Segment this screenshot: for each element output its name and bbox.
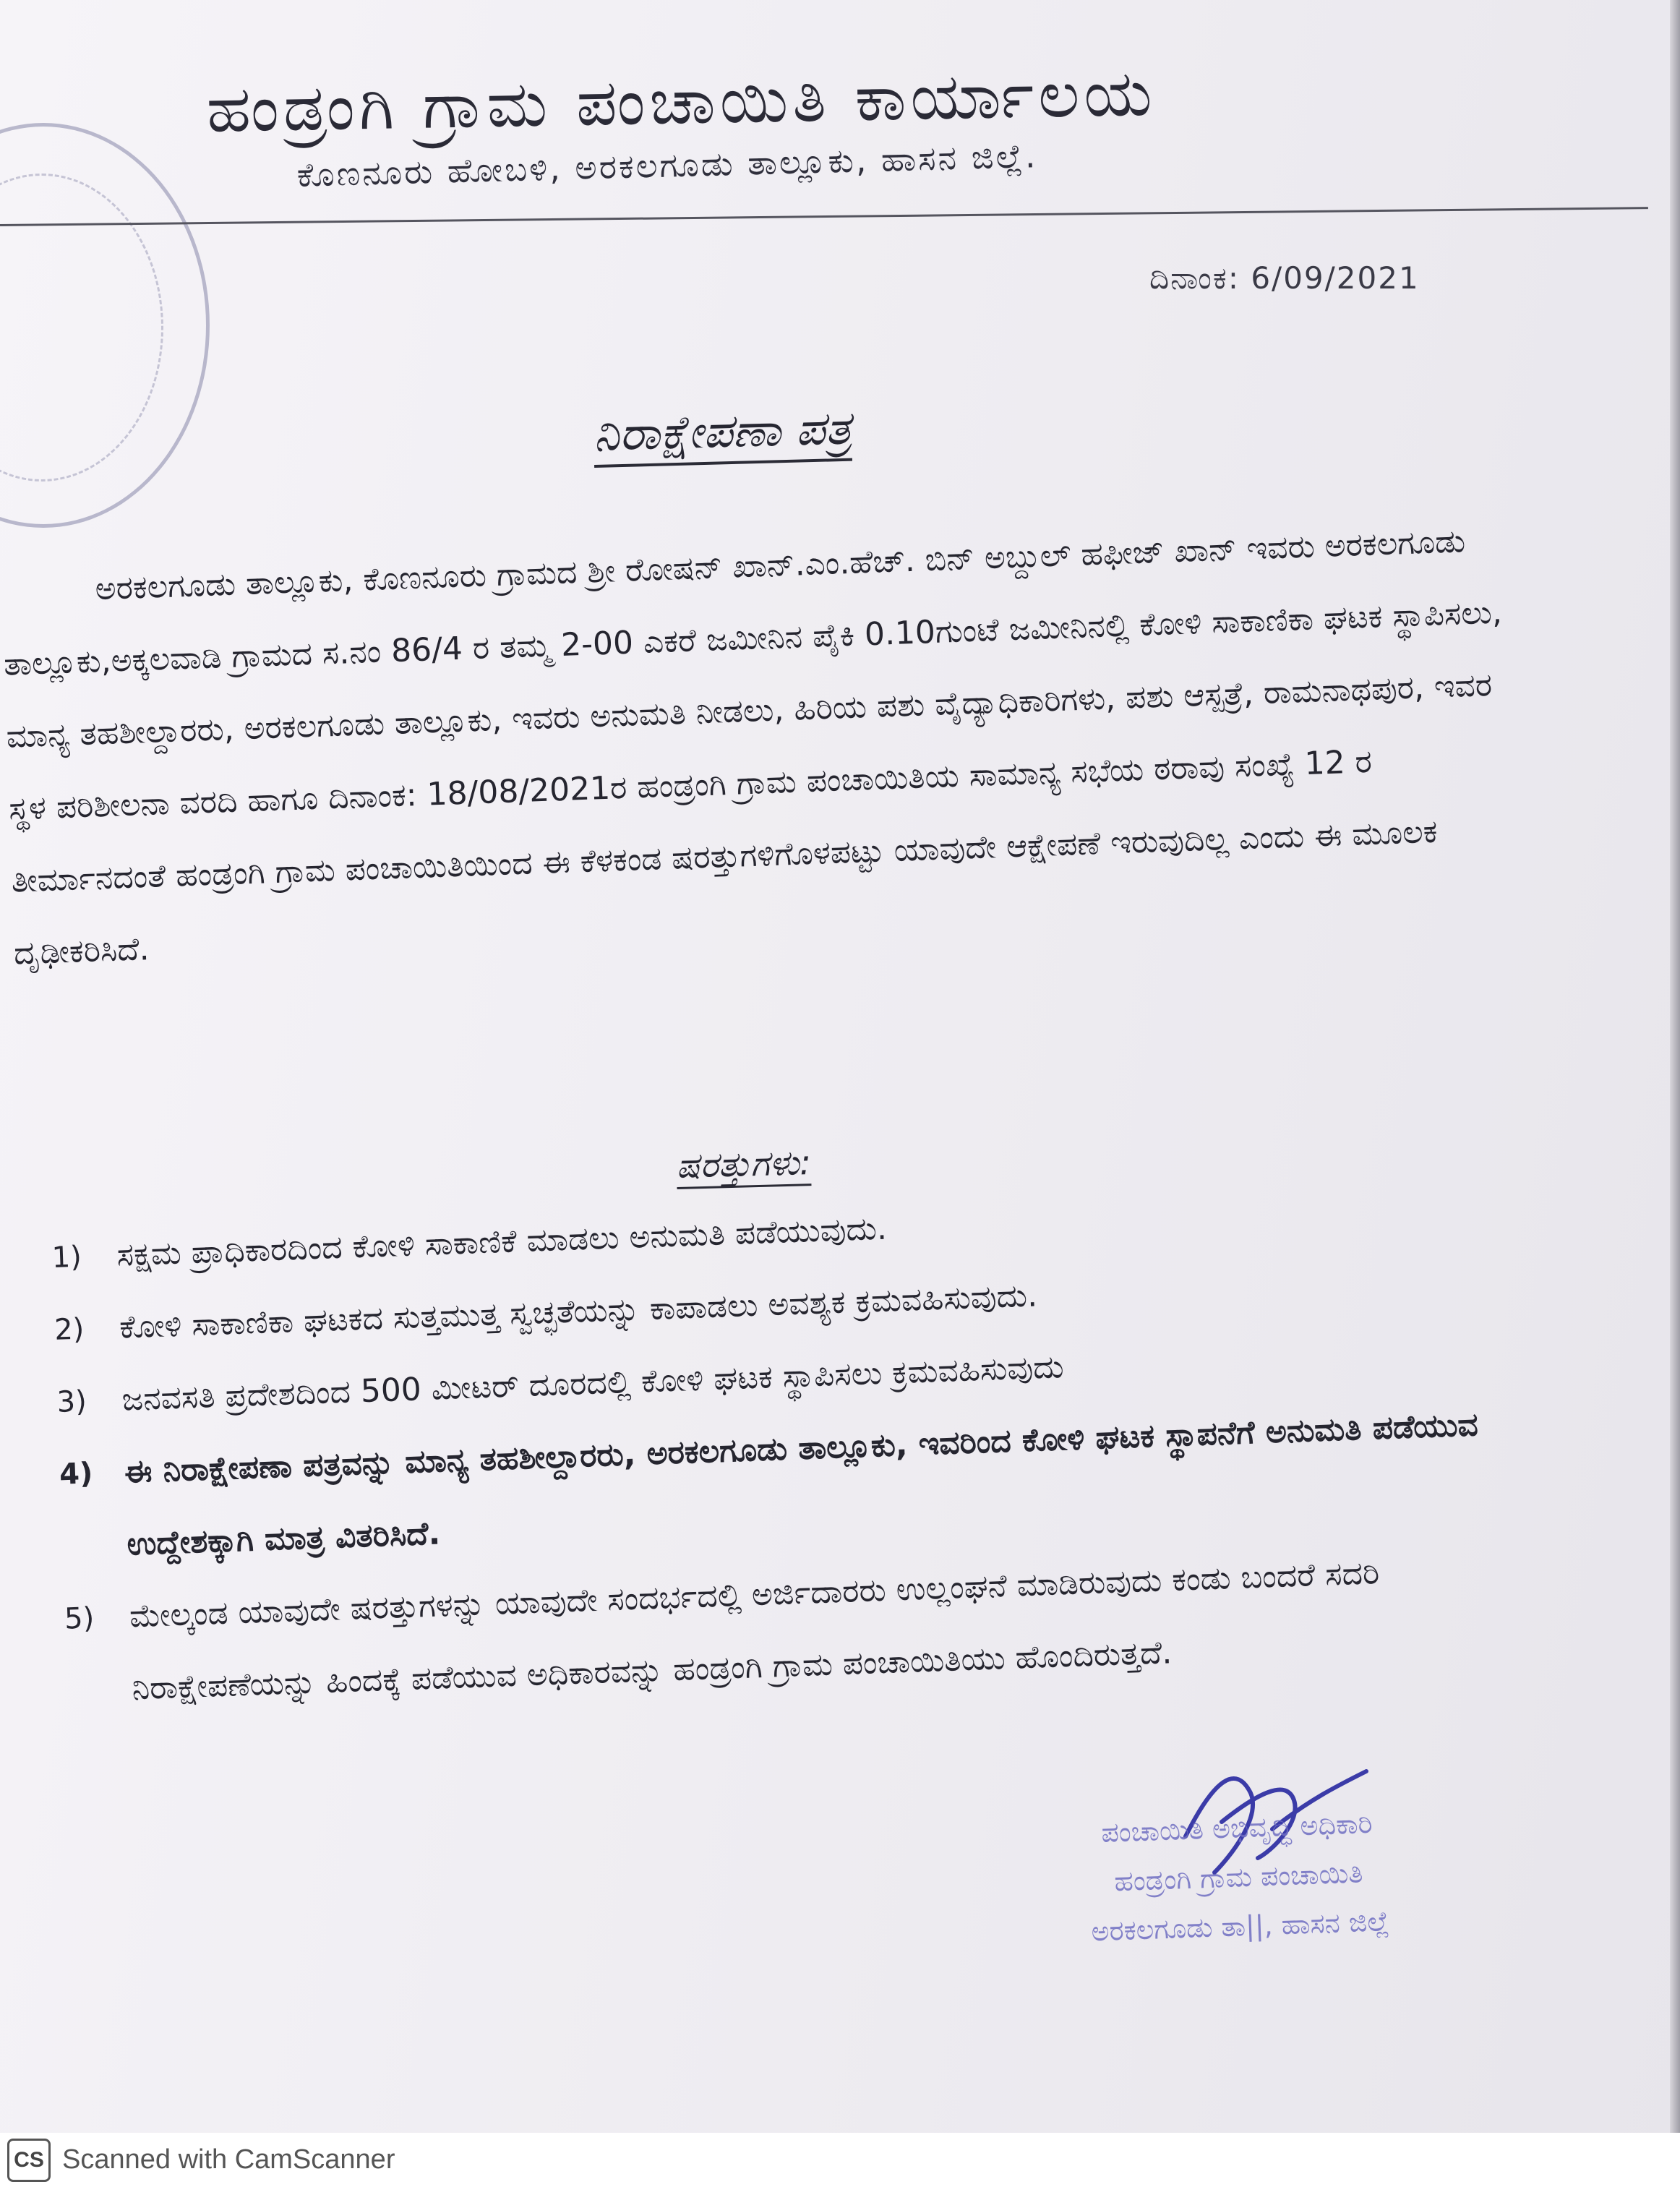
- scanner-footer: [0, 2133, 1680, 2187]
- condition-number: 2): [53, 1312, 85, 1347]
- camscanner-logo-icon: CS: [7, 2139, 51, 2182]
- document-title: ನಿರಾಕ್ಷೇಪಣಾ ಪತ್ರ: [593, 402, 852, 468]
- condition-text: ಮೇಲ್ಕಂಡ ಯಾವುದೇ ಷರತ್ತುಗಳನ್ನು ಯಾವುದೇ ಸಂದರ್ಭದಲ್ಲಿ ಅರ್ಜಿದಾರರು ಉಲ್ಲಂಘನೆ ಮಾಡಿರುವುದು ಕಂಡು ಬಂದರೆ ಸದರಿ ನಿರಾಕ್ಷೇಪಣೆಯನ್ನು ಹಿಂದಕ್ಕೆ ಪಡೆಯುವ ಅಧಿಕಾರವನ್ನು ಹಂಡ್ರಂಗಿ ಗ್ರಾಮ ಪಂಚಾಯಿತಿಯು ಹೊಂದಿರುತ್ತದೆ.: [129, 1554, 1381, 1708]
- signatory-stamp: [1019, 1796, 1458, 1959]
- date-label: ದಿನಾಂಕ:: [1149, 260, 1240, 296]
- paper-edge-shadow: [1670, 0, 1680, 2133]
- letterhead-subtitle: ಕೊಣನೂರು ಹೋಬಳಿ, ಅರಕಲಗೂಡು ತಾಲ್ಲೂಕು, ಹಾಸನ ಜಿಲ್ಲೆ.: [296, 136, 1039, 194]
- signatory-designation: ಪಂಚಾಯಿತಿ ಅಭಿವೃದ್ಧಿ ಅಧಿಕಾರಿ: [1100, 1807, 1373, 1849]
- scanner-watermark-text: Scanned with CamScanner: [62, 2144, 395, 2175]
- date-value: 6/09/2021: [1251, 260, 1420, 296]
- condition-number: 3): [56, 1384, 87, 1419]
- condition-text: ಕೋಳಿ ಸಾಕಾಣಿಕಾ ಘಟಕದ ಸುತ್ತಮುತ್ತ ಸ್ವಚ್ಛತೆಯನ್ನು ಕಾಪಾಡಲು ಅವಶ್ಯಕ ಕ್ರಮವಹಿಸುವುದು.: [119, 1277, 1038, 1346]
- signatory-location: ಅರಕಲಗೂಡು ತಾ||, ಹಾಸನ ಜಿಲ್ಲೆ: [1090, 1905, 1390, 1948]
- conditions-list: [51, 1171, 1527, 1728]
- letterhead-title: ಹಂಡ್ರಂಗಿ ಗ್ರಾಮ ಪಂಚಾಯಿತಿ ಕಾರ್ಯಾಲಯ: [206, 56, 1157, 147]
- condition-text: ಈ ನಿರಾಕ್ಷೇಪಣಾ ಪತ್ರವನ್ನು ಮಾನ್ಯ ತಹಶೀಲ್ದಾರರು, ಅರಕಲಗೂಡು ತಾಲ್ಲೂಕು, ಇವರಿಂದ ಕೋಳಿ ಘಟಕ ಸ್ಥಾಪನೆಗೆ ಅನುಮತಿ ಪಡೆಯುವ ಉದ್ದೇಶಕ್ಕಾಗಿ ಮಾತ್ರ ವಿತರಿಸಿದೆ.: [124, 1406, 1479, 1563]
- condition-number: 4): [59, 1457, 94, 1491]
- body-paragraph: ಅರಕಲಗೂಡು ತಾಲ್ಲೂಕು, ಕೊಣನೂರು ಗ್ರಾಮದ ಶ್ರೀ ರೋಷನ್ ಖಾನ್.ಎಂ.ಹೆಚ್. ಬಿನ್ ಅಬ್ದುಲ್ ಹಫೀಜ್ ಖಾನ್ ಇವರು ಅರಕಲಗೂಡು ತಾಲ್ಲೂಕು,ಅಕ್ಕಲವಾಡಿ ಗ್ರಾಮದ ಸ.ನಂ 86/4 ರ ತಮ್ಮ 2-00 ಎಕರೆ ಜಮೀನಿನ ಪೈಕಿ 0.10ಗುಂಟೆ ಜಮೀನಿನಲ್ಲಿ ಕೋಳಿ ಸಾಕಾಣಿಕಾ ಘಟಕ ಸ್ಥಾಪಿಸಲು, ಮಾನ್ಯ ತಹಶೀಲ್ದಾರರು, ಅರಕಲಗೂಡು ತಾಲ್ಲೂಕು, ಇವರು ಅನುಮತಿ ನೀಡಲು, ಹಿರಿಯ ಪಶು ವೈದ್ಯಾಧಿಕಾರಿಗಳು, ಪಶು ಆಸ್ಪತ್ರೆ, ರಾಮನಾಥಪುರ, ಇವರ ಸ್ಥಳ ಪರಿಶೀಲನಾ ವರದಿ ಹಾಗೂ ದಿನಾಂಕ: 18/08/2021ರ ಹಂಡ್ರಂಗಿ ಗ್ರಾಮ ಪಂಚಾಯಿತಿಯ ಸಾಮಾನ್ಯ ಸಭೆಯ ಠರಾವು ಸಂಖ್ಯೆ 12 ರ ತೀರ್ಮಾನದಂತೆ ಹಂಡ್ರಂಗಿ ಗ್ರಾಮ ಪಂಚಾಯಿತಿಯಿಂದ ಈ ಕೆಳಕಂಡ ಷರತ್ತುಗಳಿಗೊಳಪಟ್ಟು ಯಾವುದೇ ಆಕ್ಷೇಪಣೆ ಇರುವುದಿಲ್ಲ ಎಂದು ಈ ಮೂಲಕ ದೃಢೀಕರಿಸಿದೆ.: [3, 523, 1503, 972]
- letterhead-divider: [0, 207, 1648, 226]
- condition-text: ಜನವಸತಿ ಪ್ರದೇಶದಿಂದ 500 ಮೀಟರ್ ದೂರದಲ್ಲಿ ಕೋಳಿ ಘಟಕ ಸ್ಥಾಪಿಸಲು ಕ್ರಮವಹಿಸುವುದು: [121, 1348, 1065, 1418]
- condition-number: 5): [64, 1601, 95, 1636]
- date-line: [1149, 260, 1420, 296]
- condition-text: ಸಕ್ಷಮ ಪ್ರಾಧಿಕಾರದಿಂದ ಕೋಳಿ ಸಾಕಾಣಿಕೆ ಮಾಡಲು ಅನುಮತಿ ಪಡೆಯುವುದು.: [116, 1210, 888, 1274]
- signatory-office: ಹಂಡ್ರಂಗಿ ಗ್ರಾಮ ಪಂಚಾಯಿತಿ: [1113, 1857, 1364, 1898]
- conditions-heading: ಷರತ್ತುಗಳು:: [676, 1142, 812, 1189]
- condition-number: 1): [51, 1240, 82, 1275]
